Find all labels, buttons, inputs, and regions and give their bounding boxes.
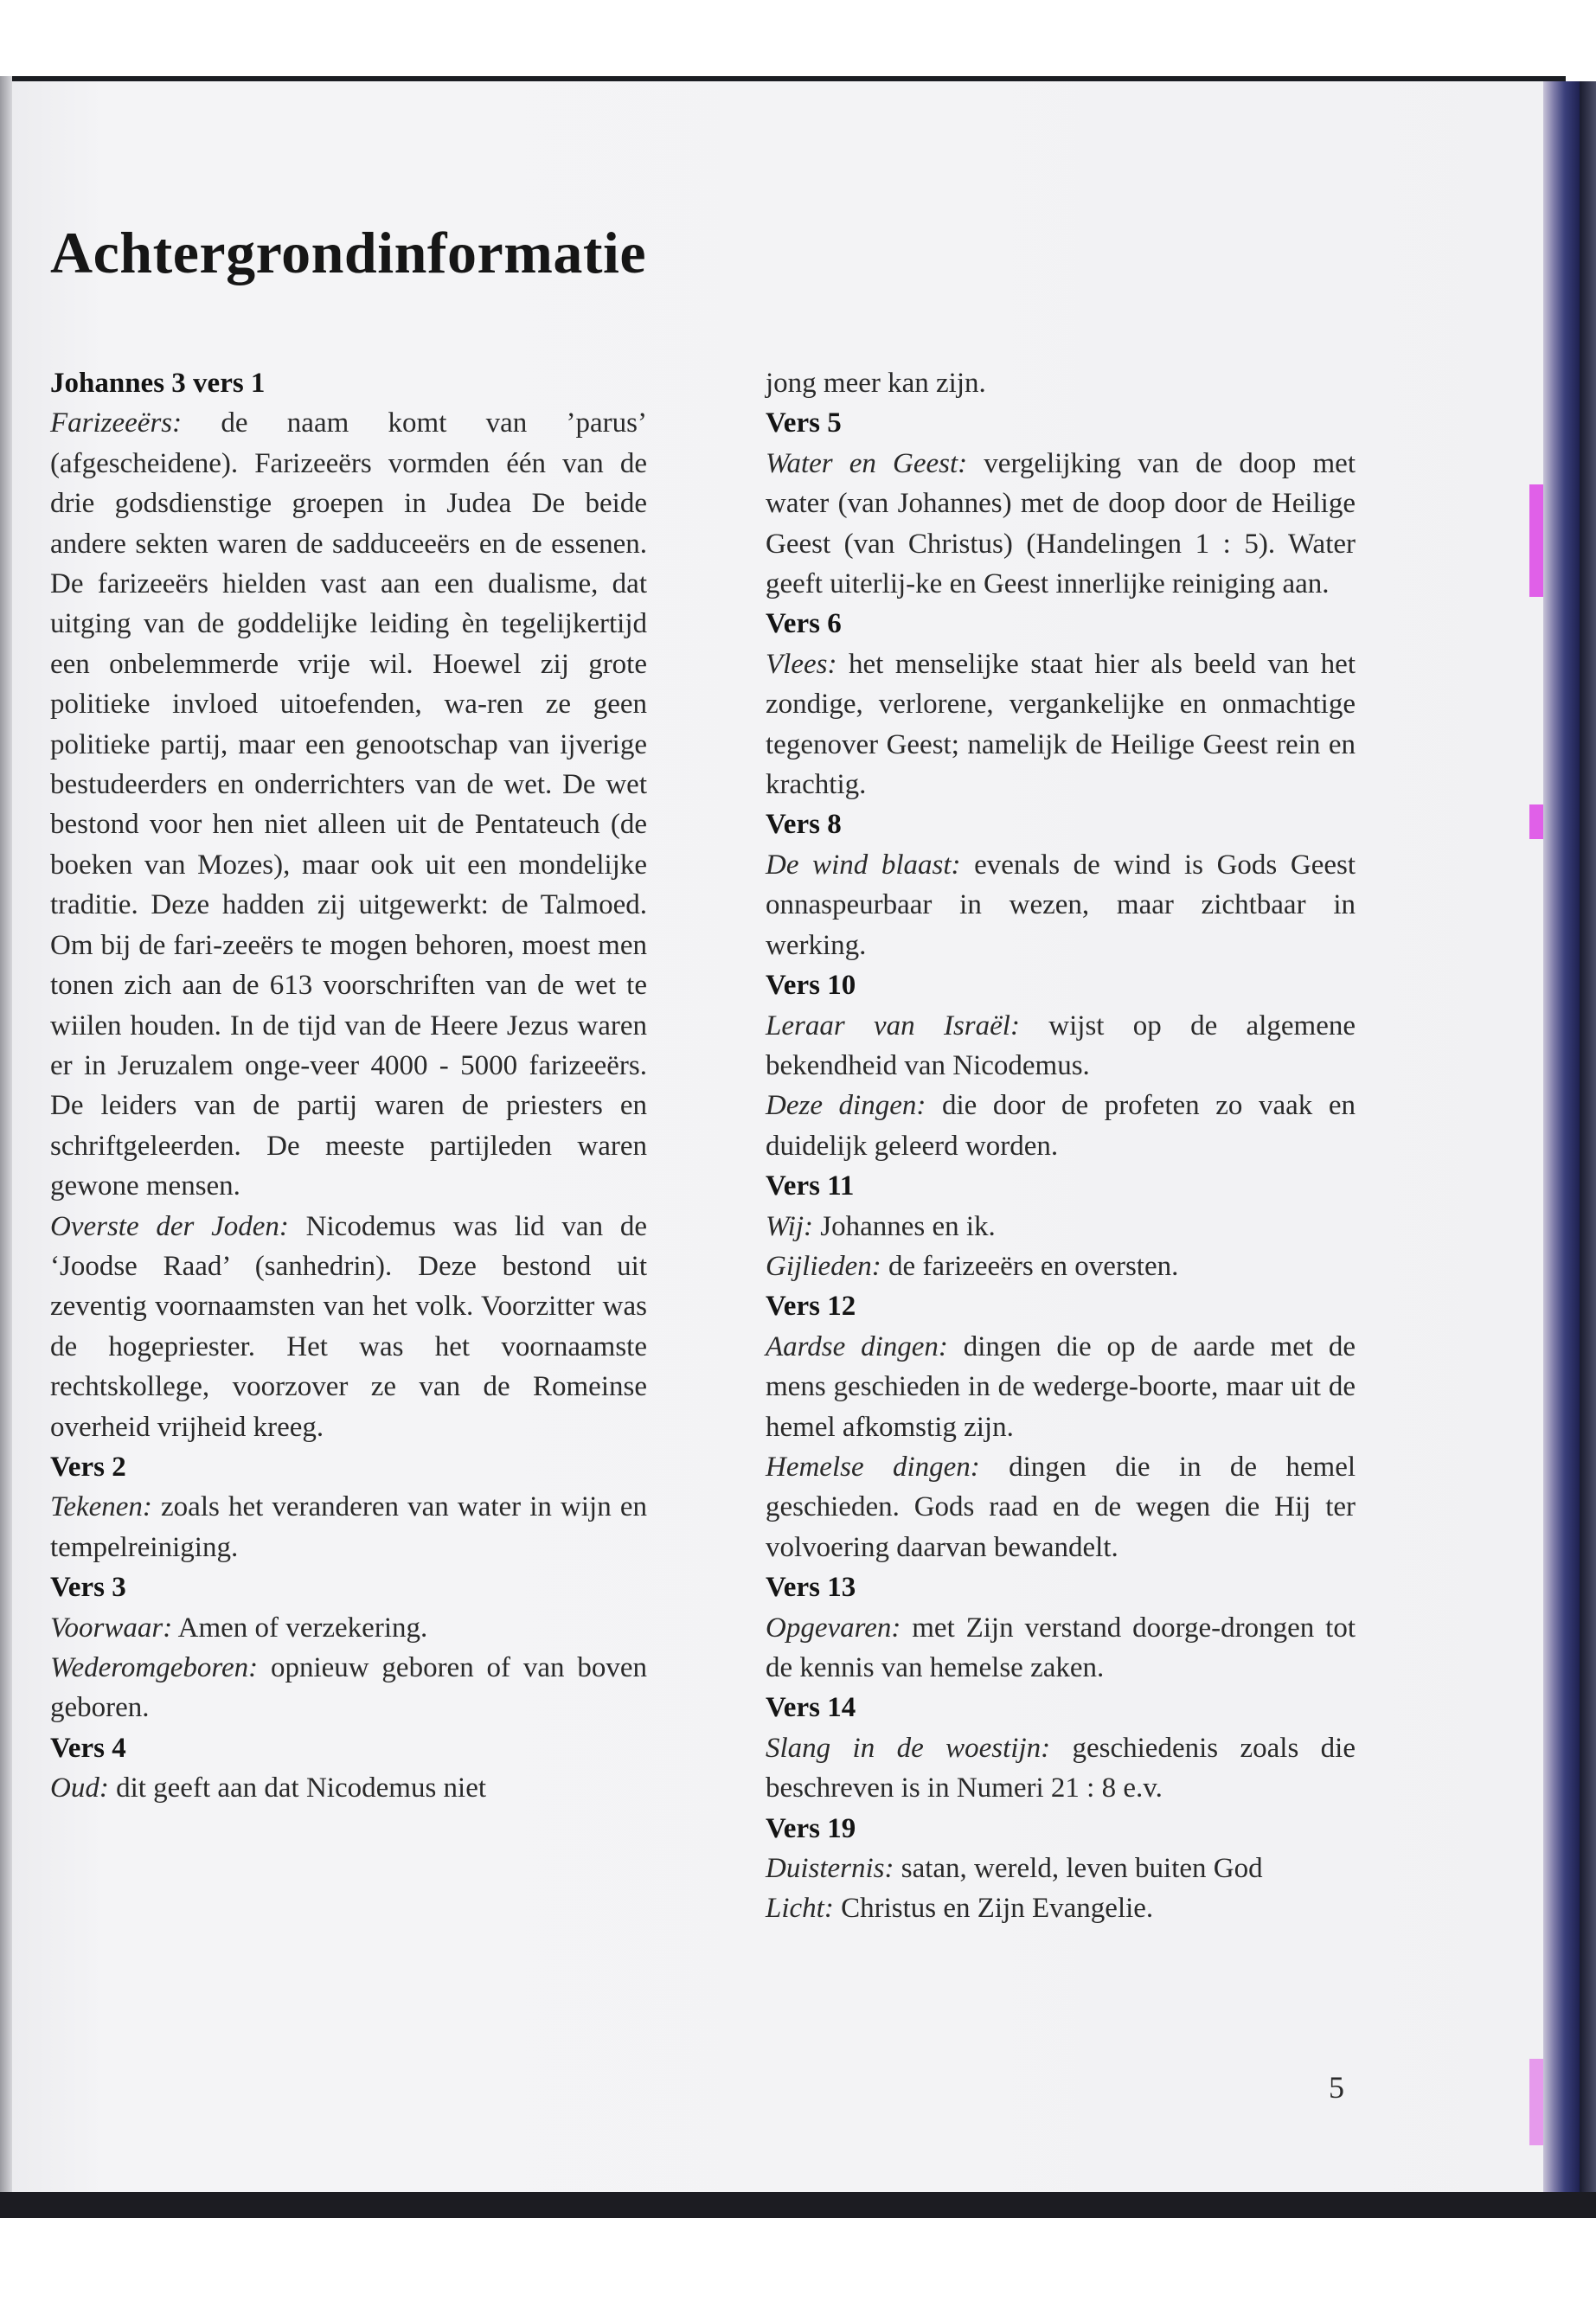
verse-heading: Vers 2	[50, 1451, 126, 1483]
glossary-term: Wederomgeboren:	[50, 1652, 259, 1683]
glossary-term: Leraar van Israël:	[766, 1009, 1020, 1042]
verse-heading: Vers 5	[766, 407, 842, 439]
glossary-definition: wijst op de algemene bekendheid van Nicodemus.	[766, 1009, 1356, 1081]
glossary-definition: zoals het veranderen van water in wijn en tempelreiniging.	[50, 1491, 647, 1563]
glossary-entry	[766, 1608, 1356, 1689]
glossary-term: De wind blaast:	[766, 849, 961, 881]
glossary-entry	[766, 1728, 1356, 1809]
glossary-term: Deze dingen:	[766, 1090, 926, 1122]
glossary-entry	[766, 1327, 1356, 1447]
glossary-definition: evenals de wind is Gods Geest onnaspeurbaar in wezen, maar zichtbaar in werking.	[766, 849, 1356, 961]
glossary-definition: Christus en Zijn Evangelie.	[833, 1893, 1154, 1925]
glossary-entry	[766, 1247, 1356, 1286]
glossary-definition: de farizeeërs en oversten.	[881, 1250, 1179, 1282]
page-tab-marker	[1529, 484, 1543, 536]
glossary-definition: satan, wereld, leven buiten God	[894, 1853, 1263, 1885]
glossary-definition: dingen die in de hemel geschieden. Gods raad en de wegen die Hij ter volvoering daarvan bewandelt.	[766, 1451, 1356, 1563]
verse-heading: Vers 3	[50, 1572, 126, 1604]
page-left-shadow	[0, 76, 12, 2214]
glossary-definition: Johannes en ik.	[813, 1210, 996, 1242]
glossary-definition: de naam komt van ’parus’ (afgescheidene). Farizeeërs vormden één van de drie godsdienstige groepen in Judea De beide andere sekten waren de sadduceeërs en de essenen. De farizeeërs hielden vast aan een dualisme, dat uitging van de goddelijke leiding èn tegelijkertijd een onbelemmerde vrije wil. Hoewel zij grote politieke invloed uitoefenden, wa-ren ze geen politieke partij, maar een genootschap van ijverige bestudeerders en onderrichters van de wet. De wet bestond voor hen niet alleen uit de Pentateuch (de boeken van Mozes), maar ook uit een mondelijke traditie. Deze hadden zij uitgewerkt: de Talmoed. Om bij de fari-zeeërs te mogen behoren, moest men tonen zich aan de 613 voorschriften van de wet te wiilen houden. In de tijd van de Heere Jezus waren er in Jeruzalem onge-veer 4000 - 5000 farizeeërs. De leiders van de partij waren de priesters en schriftgeleerden. De meeste partijleden waren gewone mensen.	[50, 407, 647, 1202]
glossary-definition: Nicodemus was lid van de ‘Joodse Raad’ (sanhedrin). Deze bestond uit zeventig voornaamsten van het volk. Voorzitter was de hogepriester. Het was het voornaamste rechtskollege, voorzover ze van de Romeinse overheid vrijheid kreeg.	[50, 1210, 647, 1443]
page-tab-marker	[1529, 536, 1543, 597]
verse-heading: Johannes 3 vers 1	[50, 368, 266, 399]
glossary-entry	[50, 1207, 647, 1447]
page-tab-marker	[1529, 2059, 1543, 2145]
right-text-column	[766, 363, 1356, 1929]
glossary-term: Farizeeërs:	[50, 407, 183, 439]
page-title: Achtergrondinformatie	[50, 220, 647, 285]
paragraph-text: jong meer kan zijn.	[766, 368, 986, 399]
book-cover-edge	[1543, 81, 1580, 2192]
glossary-term: Oud:	[50, 1772, 109, 1804]
glossary-term: Water en Geest:	[766, 447, 968, 479]
glossary-entry	[766, 1849, 1356, 1888]
scan-margin-bottom	[0, 2218, 1596, 2301]
left-text-column	[50, 363, 647, 1809]
glossary-definition: vergelijking van de doop met water (van Johannes) met de doop door de Heilige Geest (van Christus) (Handelingen 1 : 5). Water geeft uiterlij-ke en Geest innerlijke reiniging aan.	[766, 447, 1356, 600]
glossary-entry	[50, 403, 647, 1206]
verse-heading: Vers 6	[766, 608, 842, 640]
glossary-term: Gijlieden:	[766, 1250, 881, 1282]
verse-heading: Vers 14	[766, 1692, 856, 1724]
glossary-entry	[50, 1608, 647, 1648]
verse-heading: Vers 4	[50, 1732, 126, 1764]
glossary-entry	[766, 1006, 1356, 1086]
page-tab-marker	[1529, 804, 1543, 839]
glossary-definition: Amen of verzekering.	[172, 1612, 428, 1644]
glossary-entry	[766, 644, 1356, 805]
glossary-entry	[766, 1888, 1356, 1928]
glossary-definition: met Zijn verstand doorge-drongen tot de kennis van hemelse zaken.	[766, 1612, 1356, 1683]
glossary-entry	[50, 1768, 647, 1808]
glossary-term: Wij:	[766, 1210, 813, 1242]
glossary-entry	[50, 1487, 647, 1567]
glossary-term: Voorwaar:	[50, 1612, 173, 1644]
glossary-term: Opgevaren:	[766, 1612, 901, 1644]
glossary-term: Duisternis:	[766, 1853, 894, 1885]
glossary-entry	[50, 1648, 647, 1728]
glossary-term: Hemelse dingen:	[766, 1451, 980, 1483]
glossary-definition: dit geeft aan dat Nicodemus niet	[108, 1772, 487, 1804]
glossary-definition: het menselijke staat hier als beeld van het zondige, verlorene, vergankelijke en onmachtige tegenover Geest; namelijk de Heilige Geest rein en krachtig.	[766, 648, 1356, 801]
verse-heading: Vers 19	[766, 1812, 856, 1844]
scan-margin-top	[0, 0, 1596, 76]
glossary-term: Licht:	[766, 1893, 834, 1925]
page-number: 5	[1329, 2070, 1344, 2105]
glossary-definition: opnieuw geboren of van boven geboren.	[50, 1652, 647, 1724]
glossary-term: Tekenen:	[50, 1491, 152, 1523]
glossary-entry	[766, 1086, 1356, 1166]
glossary-term: Slang in de woestijn:	[766, 1732, 1051, 1764]
glossary-term: Vlees:	[766, 648, 837, 680]
book-bottom-edge	[0, 2192, 1596, 2218]
glossary-entry	[766, 1207, 1356, 1247]
verse-heading: Vers 11	[766, 1170, 855, 1202]
glossary-entry	[766, 444, 1356, 605]
verse-heading: Vers 10	[766, 970, 856, 1002]
verse-heading: Vers 8	[766, 809, 842, 841]
glossary-definition: dingen die op de aarde met de mens geschieden in de wederge-boorte, maar uit de hemel afkomstig zijn.	[766, 1330, 1356, 1443]
verse-heading: Vers 13	[766, 1572, 856, 1604]
glossary-entry	[766, 1447, 1356, 1567]
book-cover-shadow	[1580, 81, 1596, 2192]
glossary-definition: geschiedenis zoals die beschreven is in Numeri 21 : 8 e.v.	[766, 1732, 1356, 1804]
glossary-term: Overste der Joden:	[50, 1210, 289, 1242]
glossary-term: Aardse dingen:	[766, 1330, 948, 1362]
glossary-definition: die door de profeten zo vaak en duidelijk geleerd worden.	[766, 1090, 1356, 1162]
glossary-entry	[766, 845, 1356, 965]
verse-heading: Vers 12	[766, 1291, 856, 1323]
